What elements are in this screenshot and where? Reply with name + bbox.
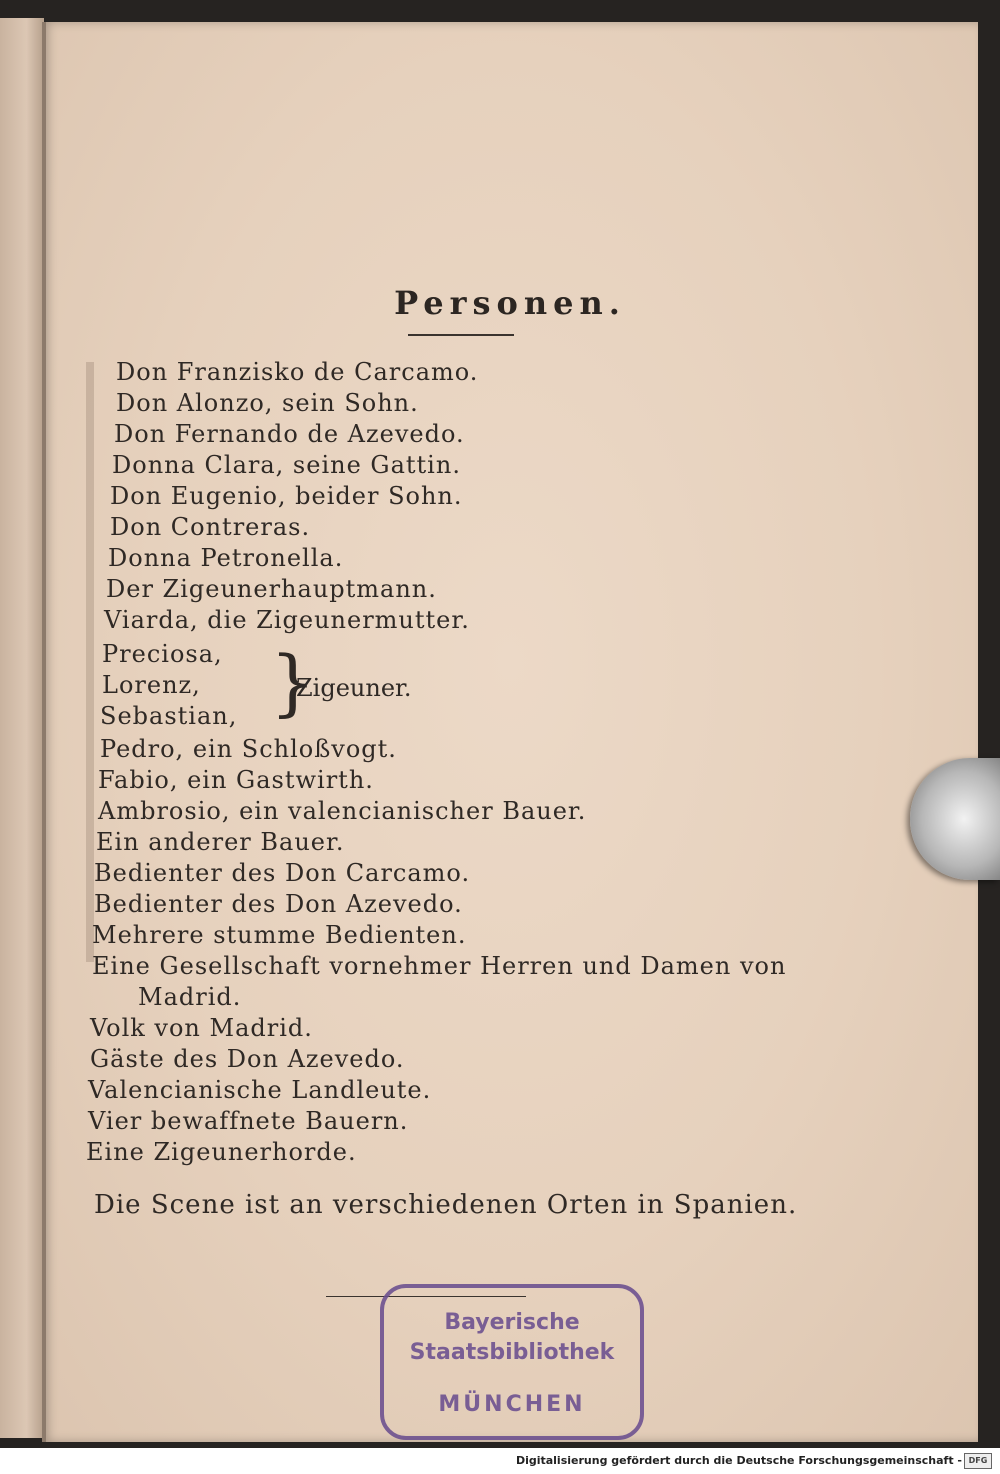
cast-list [42,22,978,1442]
scene-note: Die Scene ist an verschiedenen Orten in Spanien. [94,1190,798,1220]
role-line: Valencianische Landleute. [88,1076,432,1104]
role-line: Preciosa, [102,640,223,668]
book-page [42,22,978,1442]
role-line: Volk von Madrid. [90,1014,313,1042]
role-line: Lorenz, [102,671,201,699]
role-line: Viarda, die Zigeunermutter. [104,606,470,634]
role-line: Eine Zigeunerhorde. [86,1138,357,1166]
brace-label: Zigeuner. [296,674,412,702]
left-page-edge [0,18,44,1438]
role-line: Ambrosio, ein valencianischer Bauer. [98,797,587,825]
role-line: Madrid. [138,983,242,1011]
role-line: Gäste des Don Azevedo. [90,1045,405,1073]
stamp-line: MÜNCHEN [438,1392,586,1417]
role-line: Don Franzisko de Carcamo. [116,358,479,386]
stamp-line: Bayerische [444,1310,580,1335]
role-line: Donna Clara, seine Gattin. [112,451,461,479]
role-line: Don Fernando de Azevedo. [114,420,465,448]
page-gutter [42,22,46,1442]
role-line: Don Alonzo, sein Sohn. [116,389,419,417]
stamp-line: Staatsbibliothek [409,1340,615,1365]
role-line: Der Zigeunerhauptmann. [106,575,437,603]
digitization-credit: Digitalisierung gefördert durch die Deutsche Forschungsgemeinschaft - [515,1454,962,1467]
right-brace: } [270,640,316,724]
role-line: Fabio, ein Gastwirth. [98,766,374,794]
role-line: Eine Gesellschaft vornehmer Herren und Damen von [92,952,787,980]
role-line: Don Contreras. [110,513,311,541]
role-line: Bedienter des Don Azevedo. [94,890,463,918]
page-title: Personen. [394,284,626,322]
library-stamp [380,1284,644,1440]
dfg-logo: DFG [964,1453,992,1469]
role-line: Pedro, ein Schloßvogt. [100,735,397,763]
role-line: Don Eugenio, beider Sohn. [110,482,463,510]
role-line: Ein anderer Bauer. [96,828,345,856]
role-line: Sebastian, [100,702,238,730]
role-line: Vier bewaffnete Bauern. [88,1107,409,1135]
role-line: Donna Petronella. [108,544,344,572]
role-line: Mehrere stumme Bedienten. [92,921,467,949]
role-line: Bedienter des Don Carcamo. [94,859,471,887]
